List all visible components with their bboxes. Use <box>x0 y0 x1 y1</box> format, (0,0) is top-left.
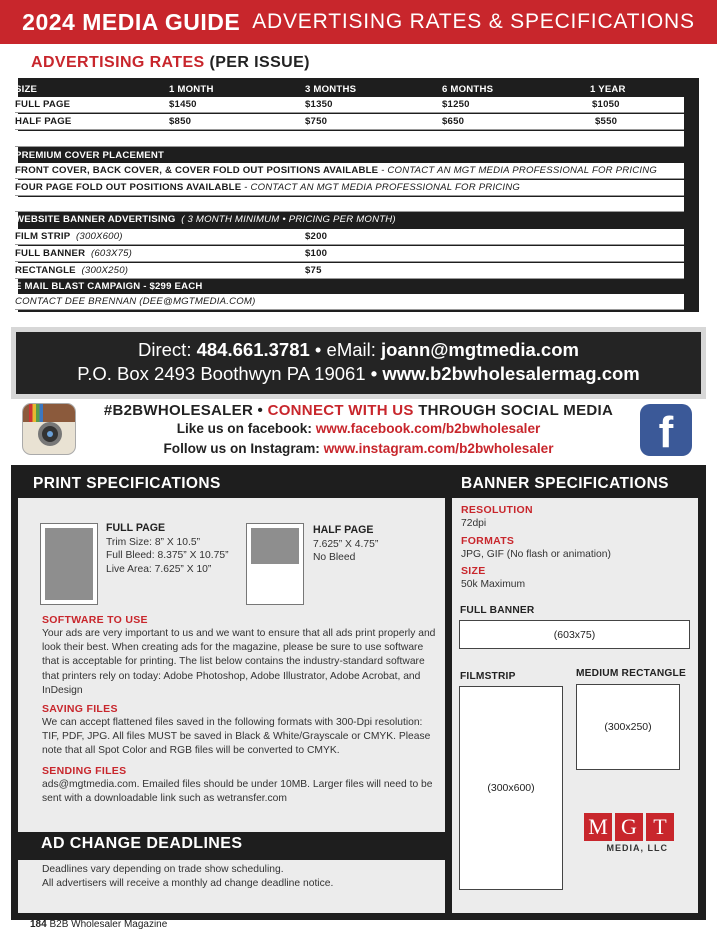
deadlines-title: AD CHANGE DEADLINES <box>41 835 243 852</box>
contact-line-1: Direct: 484.661.3781 • eMail: joann@mgtmedia.com <box>138 339 579 360</box>
facebook-link[interactable]: www.facebook.com/b2bwholesaler <box>315 421 541 436</box>
software-title: SOFTWARE TO USE <box>42 614 148 626</box>
full-page-spec: FULL PAGE Trim Size: 8” X 10.5” Full Bleed: 8.375” X 10.75” Live Area: 7.625” X 10” <box>106 522 229 575</box>
page-header <box>0 0 717 44</box>
email-link[interactable]: joann@mgtmedia.com <box>381 339 579 360</box>
table-row: FULL BANNER (603X75) $100 <box>15 246 684 262</box>
instagram-link[interactable]: www.instagram.com/b2bwholesaler <box>323 441 554 456</box>
deadlines-text: Deadlines vary depending on trade show scheduling. All advertisers will receive a monthly ad change deadline notice. <box>42 864 334 890</box>
table-row: HALF PAGE $850 $750 $650 $550 <box>15 114 684 130</box>
instagram-icon[interactable] <box>22 403 76 455</box>
facebook-icon[interactable]: f <box>640 404 692 456</box>
header-title: 2024 MEDIA GUIDE <box>22 8 241 35</box>
table-row: FOUR PAGE FOLD OUT POSITIONS AVAILABLE - CONTACT AN MGT MEDIA PROFESSIONAL FOR PRICING <box>15 180 684 196</box>
table-row: CONTACT DEE BRENNAN (DEE@MGTMEDIA.COM) <box>15 294 684 310</box>
filmstrip-box: (300x600) <box>459 686 563 890</box>
rates-header-row: SIZE 1 MONTH 3 MONTHS 6 MONTHS 1 YEAR <box>15 84 626 95</box>
web-header: WEBSITE BANNER ADVERTISING ( 3 MONTH MINIMUM • PRICING PER MONTH) <box>15 214 396 225</box>
website-link[interactable]: www.b2bwholesalermag.com <box>382 363 640 384</box>
table-row-empty <box>15 197 684 212</box>
saving-body: We can accept flattened files saved in the following formats with 300-Dpi resolution: TIF, PDF, JPG. All files MUST be saved in Black & White/Grayscale or CMYK. Please note that all Spot Color and RGB files will be converted to CMYK. <box>42 717 431 757</box>
table-row: FULL PAGE $1450 $1350 $1250 $1050 <box>15 97 684 113</box>
mgt-media-logo: M G T MEDIA, LLC <box>584 813 674 853</box>
table-row: FRONT COVER, BACK COVER, & COVER FOLD OUT POSITIONS AVAILABLE - CONTACT AN MGT MEDIA PROFESSIONAL FOR PRICING <box>15 163 684 179</box>
page-footer: 184 B2B Wholesaler Magazine <box>30 919 168 930</box>
full-banner-box: (603x75) <box>459 620 690 649</box>
full-page-diagram <box>40 523 98 605</box>
sending-body: ads@mgtmedia.com. Emailed files should be under 10MB. Larger files will need to be sent with a downloadable link such as wetransfer.com <box>42 779 433 805</box>
half-page-diagram <box>246 523 304 605</box>
header-subtitle: ADVERTISING RATES & SPECIFICATIONS <box>252 10 695 33</box>
table-row: RECTANGLE (300X250) $75 <box>15 263 684 279</box>
medium-rectangle-box: (300x250) <box>576 684 680 770</box>
rates-title: ADVERTISING RATES (PER ISSUE) <box>31 54 310 71</box>
table-row: FILM STRIP (300X600) $200 <box>15 229 684 245</box>
email-header: E MAIL BLAST CAMPAIGN - $299 EACH <box>15 281 203 292</box>
banner-spec-title: BANNER SPECIFICATIONS <box>461 475 669 492</box>
contact-band <box>11 327 706 399</box>
premium-header: PREMIUM COVER PLACEMENT <box>15 150 165 161</box>
print-spec-title: PRINT SPECIFICATIONS <box>33 475 221 492</box>
half-page-spec: HALF PAGE 7.625” X 4.75” No Bleed <box>313 524 379 563</box>
social-block: #B2BWHOLESALER • CONNECT WITH US THROUGH SOCIAL MEDIA Like us on facebook: www.facebook.com/b2bwholesaler Follow us on Instagram: www.instagram.com/b2bwholesaler <box>103 402 614 456</box>
table-row-empty <box>15 131 684 147</box>
saving-title: SAVING FILES <box>42 703 118 715</box>
phone-number[interactable]: 484.661.3781 <box>196 339 310 360</box>
software-body: Your ads are very important to us and we want to ensure that all ads print properly and look their best. When creating ads for the magazine, please be sure to use software that is acceptable for printing. The list below contains the industry-standard software that printers rely on today: Adobe Photoshop, Adobe Illustrator, Adobe Acrobat, and InDesign <box>42 628 436 696</box>
contact-line-2: P.O. Box 2493 Boothwyn PA 19061 • www.b2bwholesalermag.com <box>77 363 640 384</box>
sending-title: SENDING FILES <box>42 765 127 777</box>
